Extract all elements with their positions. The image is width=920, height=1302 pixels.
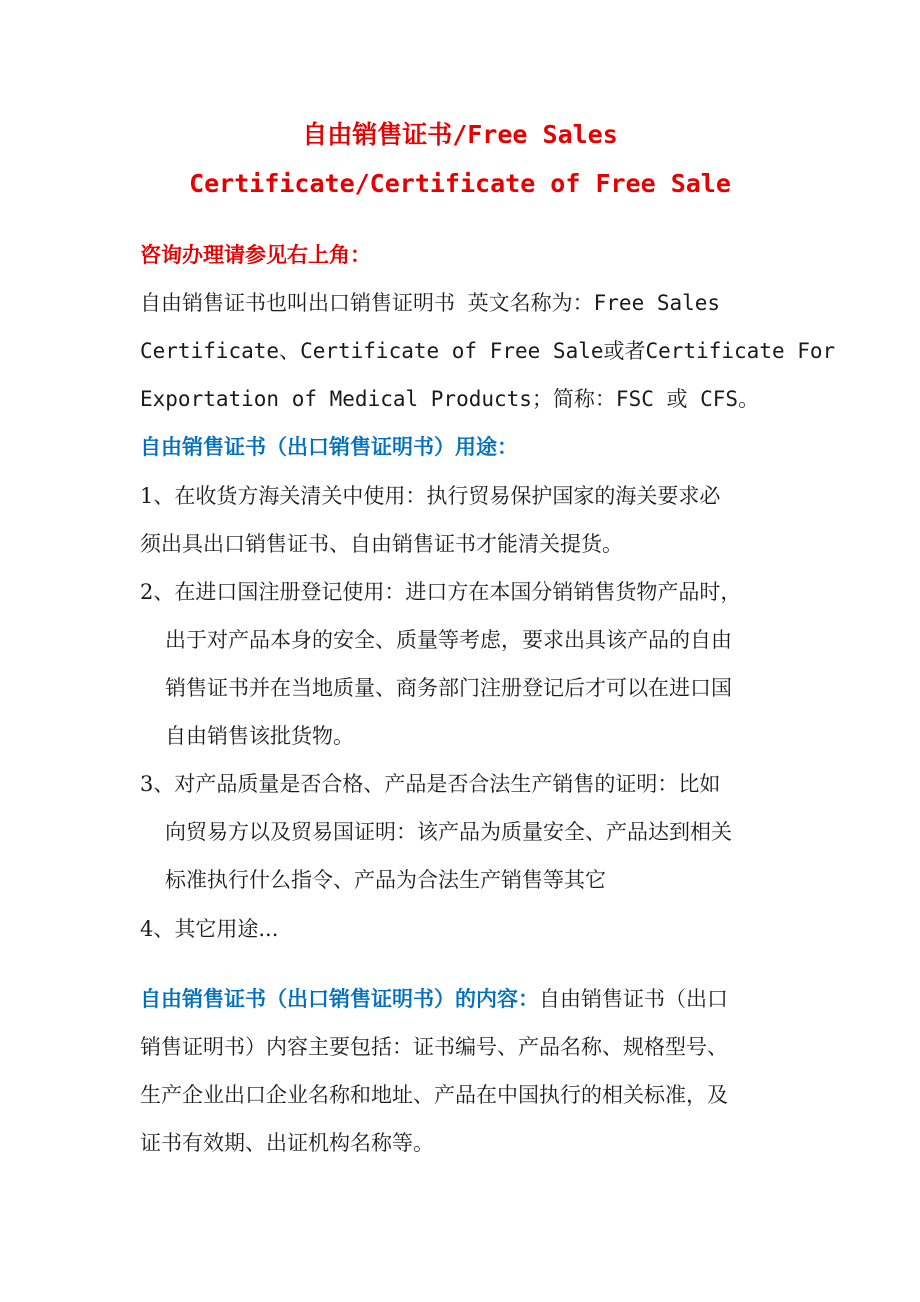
contents-line-4: 证书有效期、出证机构名称等。: [140, 1131, 434, 1155]
uses-item-1-line-1: 1、在收货方海关清关中使用：执行贸易保护国家的海关要求必: [140, 484, 721, 508]
uses-item-2-line-2: 出于对产品本身的安全、质量等考虑，要求出具该产品的自由: [165, 628, 732, 652]
document-title-line-1: 自由销售证书/Free Sales: [302, 120, 618, 149]
contents-heading: 自由销售证书（出口销售证明书）的内容：: [140, 986, 539, 1011]
contents-line-3: 生产企业出口企业名称和地址、产品在中国执行的相关标准，及: [140, 1083, 728, 1107]
uses-item-2-line-1: 2、在进口国注册登记使用：进口方在本国分销销售货物产品时，: [140, 580, 742, 604]
intro-line-2: Certificate、Certificate of Free Sale或者Certificate For: [140, 339, 836, 363]
uses-item-3-line-3: 标准执行什么指令、产品为合法生产销售等其它: [165, 868, 606, 892]
uses-item-2-line-3: 销售证书并在当地质量、商务部门注册登记后才可以在进口国: [165, 676, 732, 700]
contents-line-1-text: 自由销售证书（出口: [539, 987, 728, 1011]
uses-item-1-line-2: 须出具出口销售证书、自由销售证书才能清关提货。: [140, 532, 623, 556]
uses-item-3-line-2: 向贸易方以及贸易国证明：该产品为质量安全、产品达到相关: [165, 820, 732, 844]
contents-line-1: [140, 984, 728, 1014]
uses-item-2-line-4: 自由销售该批货物。: [165, 724, 354, 748]
intro-line-3: Exportation of Medical Products；简称：FSC 或 CFS。: [140, 387, 760, 411]
uses-item-3-line-1: 3、对产品质量是否合格、产品是否合法生产销售的证明：比如: [140, 772, 721, 796]
uses-heading: 自由销售证书（出口销售证明书）用途：: [140, 434, 518, 459]
intro-line-1: 自由销售证书也叫出口销售证明书 英文名称为：Free Sales: [140, 291, 721, 315]
contents-line-2: 销售证明书）内容主要包括：证书编号、产品名称、规格型号、: [140, 1035, 728, 1059]
document-title-line-2: Certificate/Certificate of Free Sale: [189, 169, 731, 198]
uses-item-4: 4、其它用途...: [140, 917, 279, 941]
consult-heading: 咨询办理请参见右上角：: [140, 242, 371, 267]
